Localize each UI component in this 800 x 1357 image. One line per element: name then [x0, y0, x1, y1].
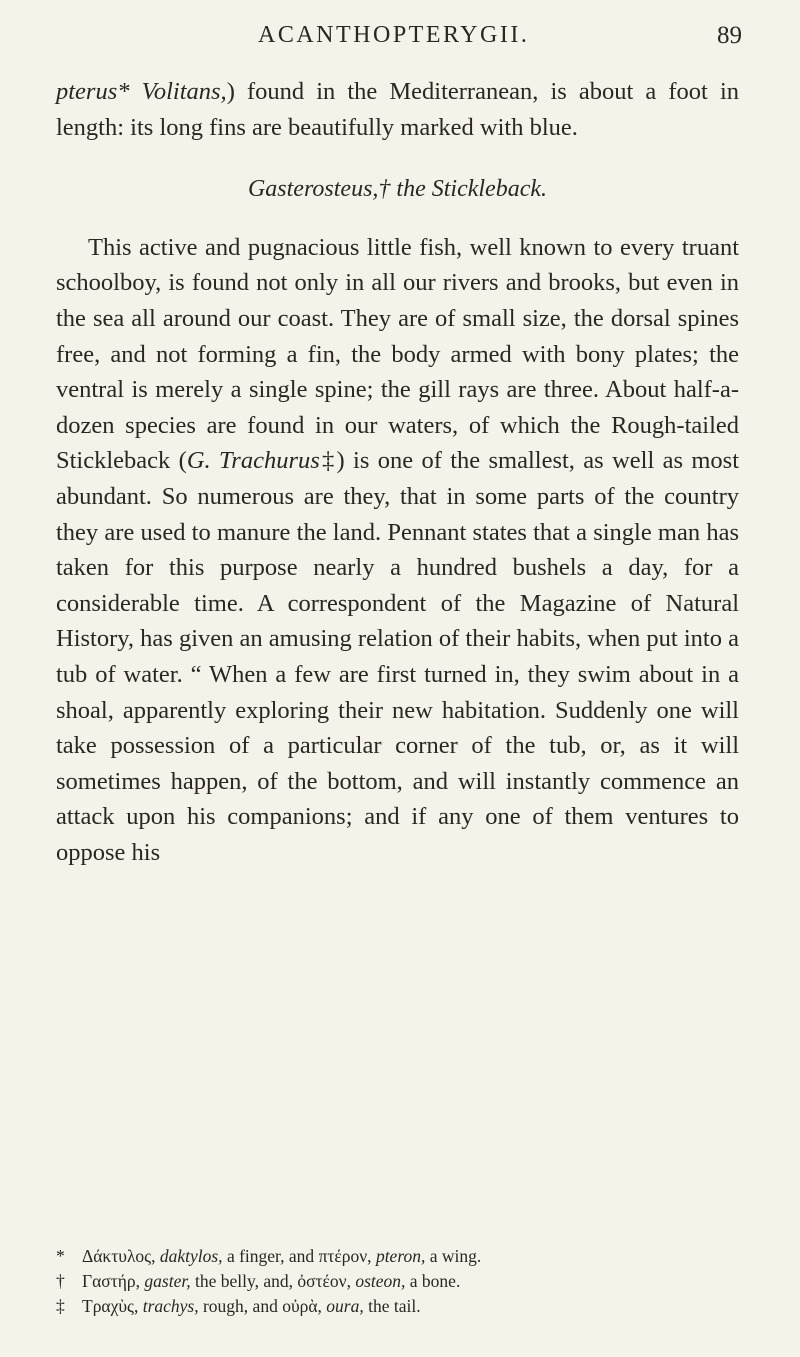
- footnote-translit: oura,: [326, 1296, 364, 1316]
- footnote: [56, 1269, 746, 1294]
- body-text: [56, 74, 739, 870]
- section-heading: [56, 172, 739, 208]
- footnote: [56, 1244, 746, 1269]
- paragraph-2-part-b: ) is one of the smallest, as well as most abundant. So numerous are they, that in some parts of the country they are used to manure the land. Pennant states that a single man has taken for this purpose nearly a hundred bushels a day, for a considerable time. A correspondent of the Magazine of Natural History, has given an amusing relation of their habits, when put into a tub of water. “ When a few are first turned in, they swim about in a shoal, apparently exploring their new habitation. Suddenly one will take possession of a particular corner of the tub, or, as it will sometimes happen, of the bottom, and will instantly commence an attack upon his companions; and if any one of them ventures to oppose his: [56, 447, 740, 866]
- paragraph-2: [56, 230, 739, 871]
- footnote-translit: gaster,: [144, 1271, 191, 1291]
- paragraph-1: [56, 74, 739, 145]
- footnote-greek: πτέρον,: [318, 1246, 372, 1266]
- footnote-greek: Δάκτυλος,: [82, 1246, 156, 1266]
- footnote: [56, 1294, 746, 1319]
- footnote-greek: ὀστέον,: [297, 1271, 351, 1291]
- footnote-text: a wing.: [425, 1246, 482, 1266]
- paragraph-1-start: pterus*: [56, 78, 130, 105]
- footnote-text: a bone.: [405, 1271, 461, 1291]
- paragraph-2-mark: ‡: [319, 447, 337, 475]
- footnote-translit: trachys,: [142, 1296, 199, 1316]
- running-head: [0, 22, 800, 62]
- paragraph-2-part-a: This active and pugnacious little fish, well known to every truant schoolboy, is found not only in all our rivers and brooks, but even in the sea all around our coast. They are of small size, the dorsal spines free, and not forming a fin, the body armed with bony plates; the ventral is merely a single spine; the gill rays are three. About half-a-dozen species are found in our waters, of which the Rough-tailed Stickleback (: [56, 233, 739, 475]
- footnote-text: the belly, and,: [190, 1271, 298, 1291]
- footnote-translit: daktylos,: [159, 1246, 223, 1266]
- footnote-greek: Γαστήρ,: [82, 1271, 141, 1291]
- section-heading-mark: †: [378, 176, 391, 203]
- footnote-translit: osteon,: [355, 1271, 406, 1291]
- footnote-translit: pteron,: [375, 1246, 426, 1266]
- footnote-text: the tail.: [363, 1296, 421, 1316]
- paragraph-1-italic: Volitans,: [129, 78, 227, 105]
- paragraph-2-species: G. Trachurus: [186, 447, 320, 475]
- footnote-greek: οὐρὰ,: [282, 1296, 322, 1316]
- footnote-greek: Τραχὺς,: [82, 1296, 139, 1316]
- paragraph-1-rest: ) found in the Mediterranean, is about a foot in length: its long fins are beautifully marked with blue.: [56, 78, 739, 141]
- footnote-text: rough, and: [198, 1296, 283, 1316]
- footnote-mark: †: [56, 1271, 65, 1291]
- section-heading-rest: the Stickleback.: [390, 176, 548, 203]
- footnotes: [56, 1244, 746, 1319]
- running-head-title: ACANTHOPTERYGII.: [258, 22, 530, 48]
- footnote-mark: ‡: [56, 1296, 65, 1316]
- page-number: 89: [717, 22, 742, 49]
- footnote-text: a finger, and: [222, 1246, 319, 1266]
- footnote-mark: *: [56, 1246, 65, 1266]
- section-heading-genus: Gasterosteus,: [247, 176, 379, 203]
